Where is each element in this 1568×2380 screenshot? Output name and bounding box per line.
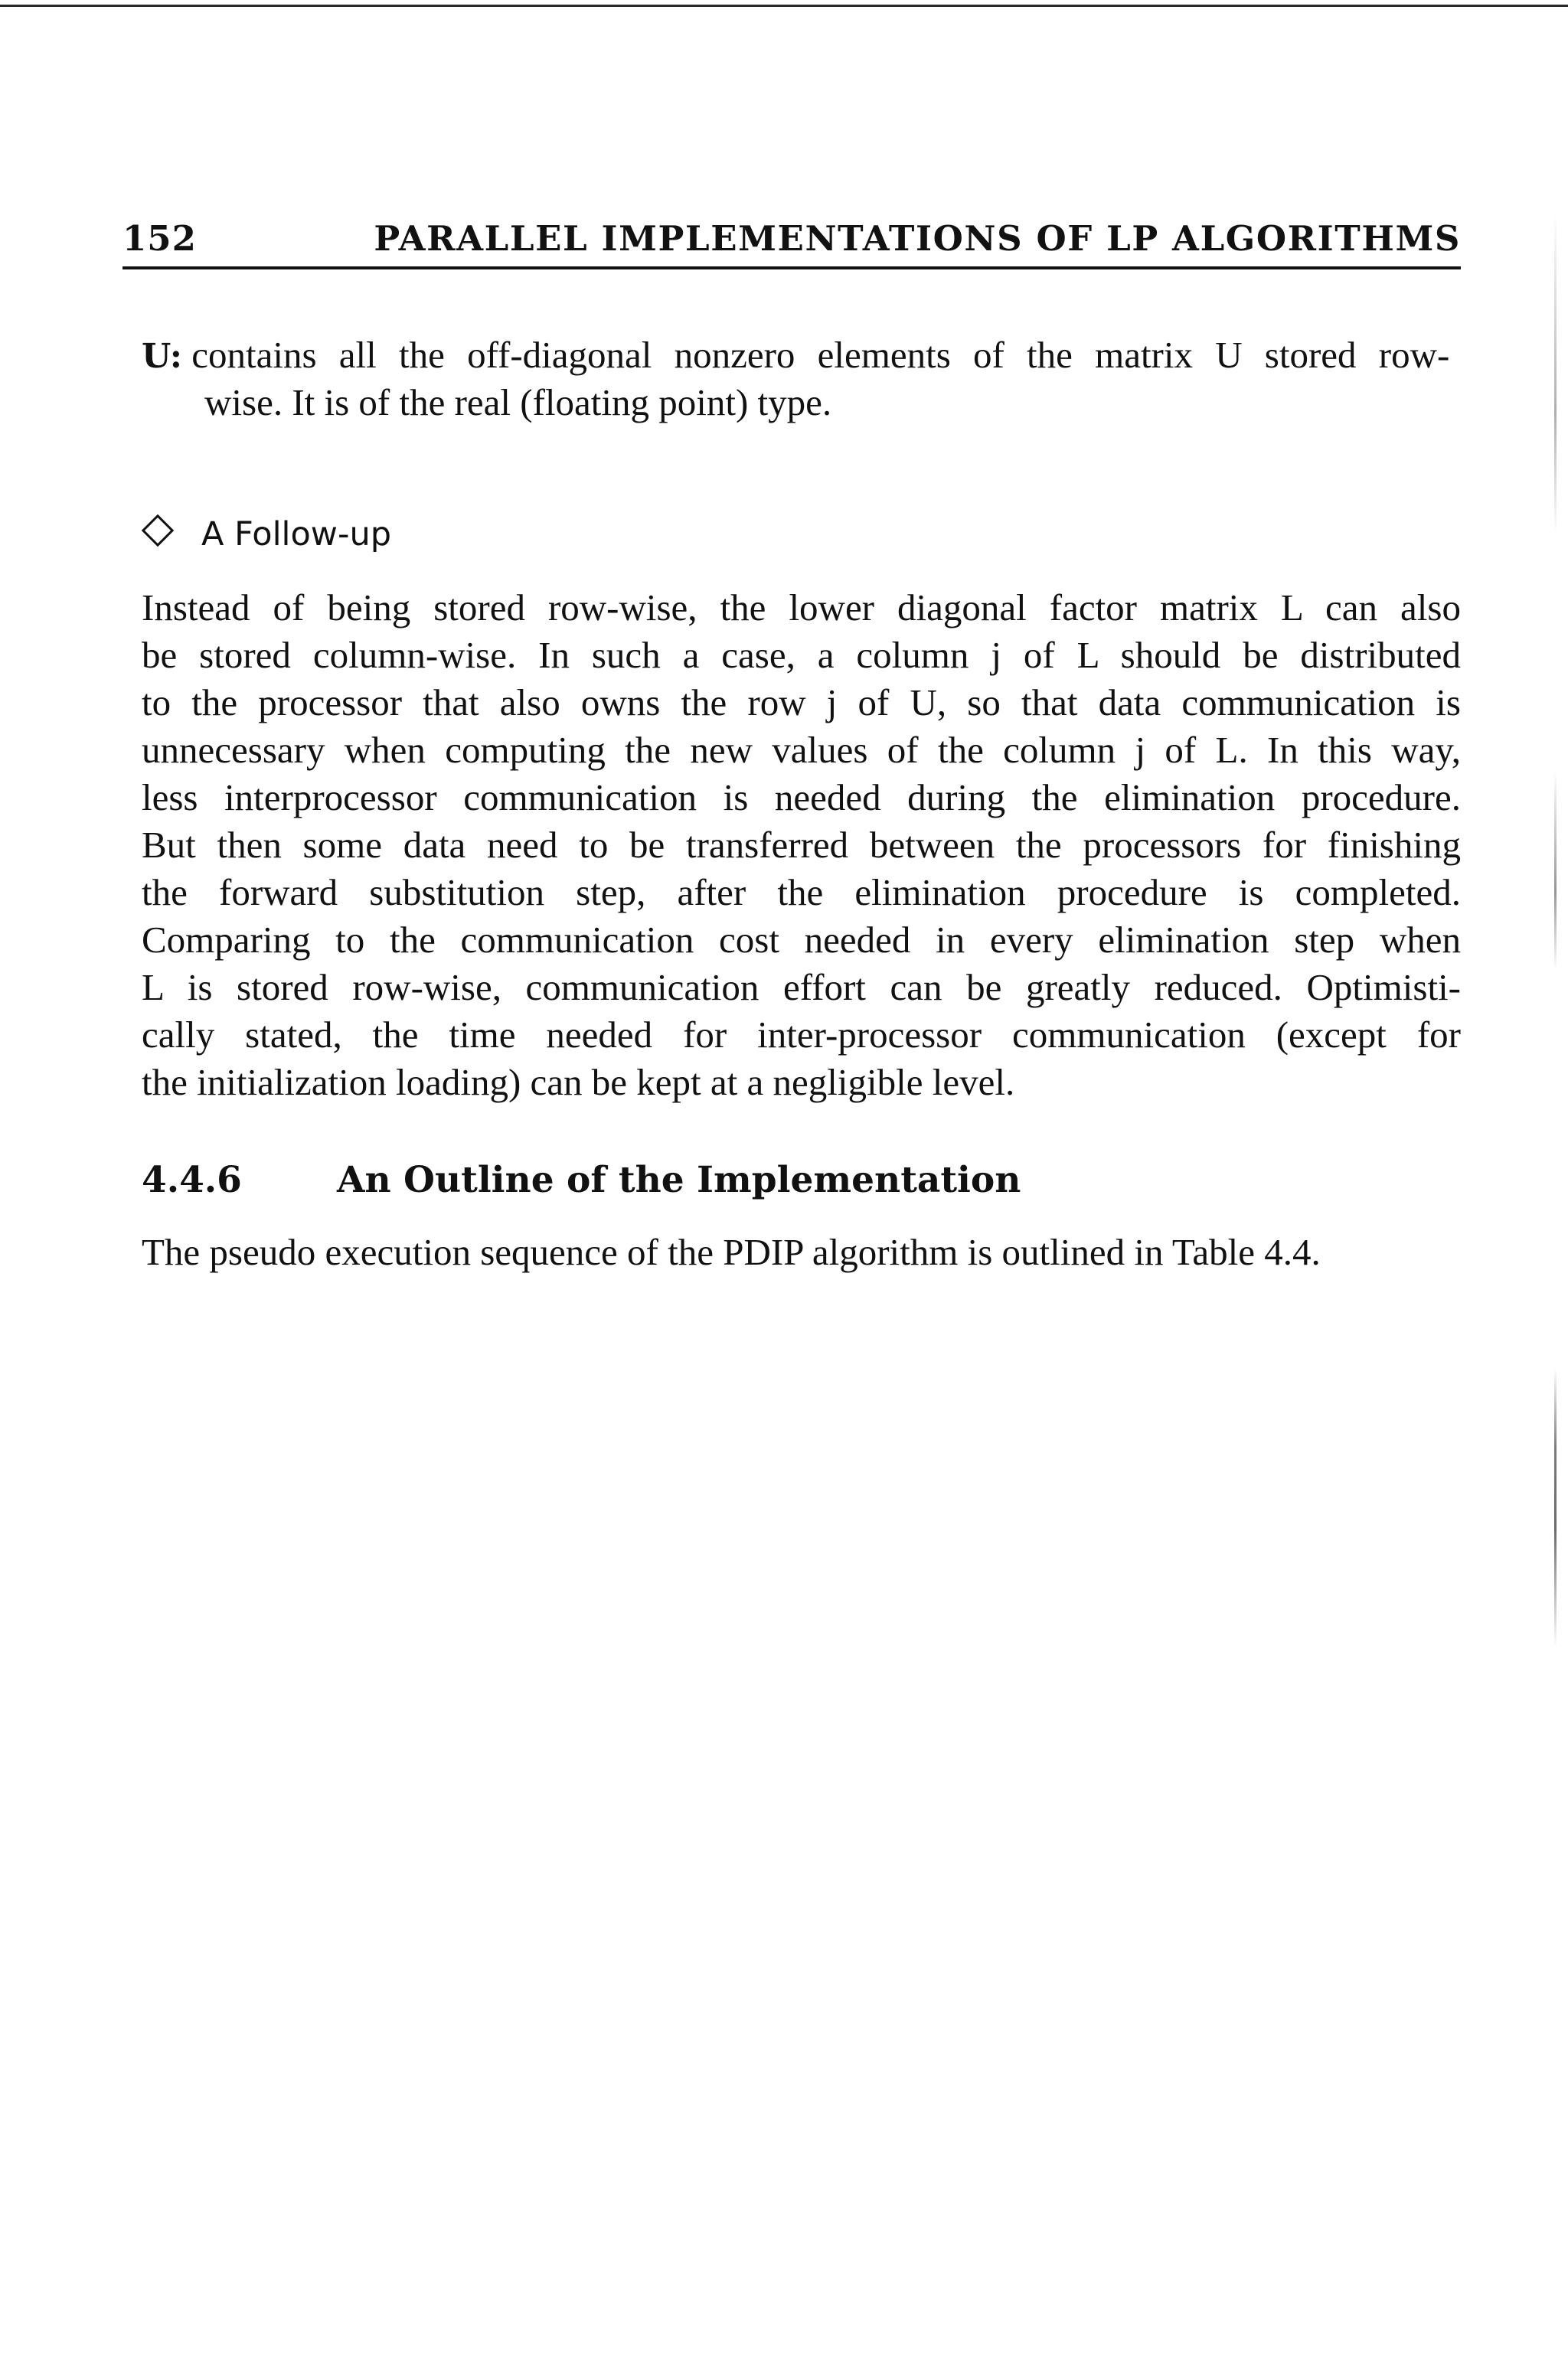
definition-text-1: contains all the off-diagonal nonzero elements of the matrix U stored row-: [191, 334, 1450, 376]
diamond-icon: [142, 514, 174, 547]
definition-text-2: wise. It is of the real (floating point) type.: [204, 381, 832, 423]
followup-heading-text: A Follow-up: [201, 515, 392, 553]
definition-term: U:: [142, 337, 183, 376]
section-heading: [142, 1156, 1021, 1205]
followup-heading: [142, 511, 391, 557]
section-number: 4.4.6: [142, 1159, 242, 1201]
paragraph-line: the forward substitution step, after the elimination procedure is completed.: [142, 871, 1461, 913]
section-text: The pseudo execution sequence of the PDIP algorithm is outlined in Table 4.4.: [142, 1231, 1321, 1273]
definition-line-1: [142, 332, 1461, 380]
section-title: An Outline of the Implementation: [337, 1159, 1021, 1201]
paragraph-line: Comparing to the communication cost needed in every elimination step when: [142, 919, 1461, 961]
paragraph-line: less interprocessor communication is needed during the elimination procedure.: [142, 776, 1461, 818]
paragraph-line: unnecessary when computing the new values of the column j of L. In this way,: [142, 729, 1461, 771]
paragraph-line: But then some data need to be transferred between the processors for finishing: [142, 824, 1461, 866]
running-title: PARALLEL IMPLEMENTATIONS OF LP ALGORITHMS: [374, 218, 1461, 259]
paragraph-line: be stored column-wise. In such a case, a column j of L should be distributed: [142, 634, 1461, 676]
paragraph-line: cally stated, the time needed for inter-processor communication (except for: [142, 1014, 1461, 1056]
running-header: [122, 213, 1461, 269]
page-number: 152: [122, 218, 197, 259]
paragraph-line: to the processor that also owns the row j of U, so that data communication is: [142, 681, 1461, 723]
paragraph-line: the initialization loading) can be kept at a negligible level.: [142, 1061, 1015, 1103]
paragraph-line: Instead of being stored row-wise, the lower diagonal factor matrix L can also: [142, 586, 1461, 628]
paragraph-line: L is stored row-wise, communication effort can be greatly reduced. Optimisti-: [142, 966, 1461, 1008]
